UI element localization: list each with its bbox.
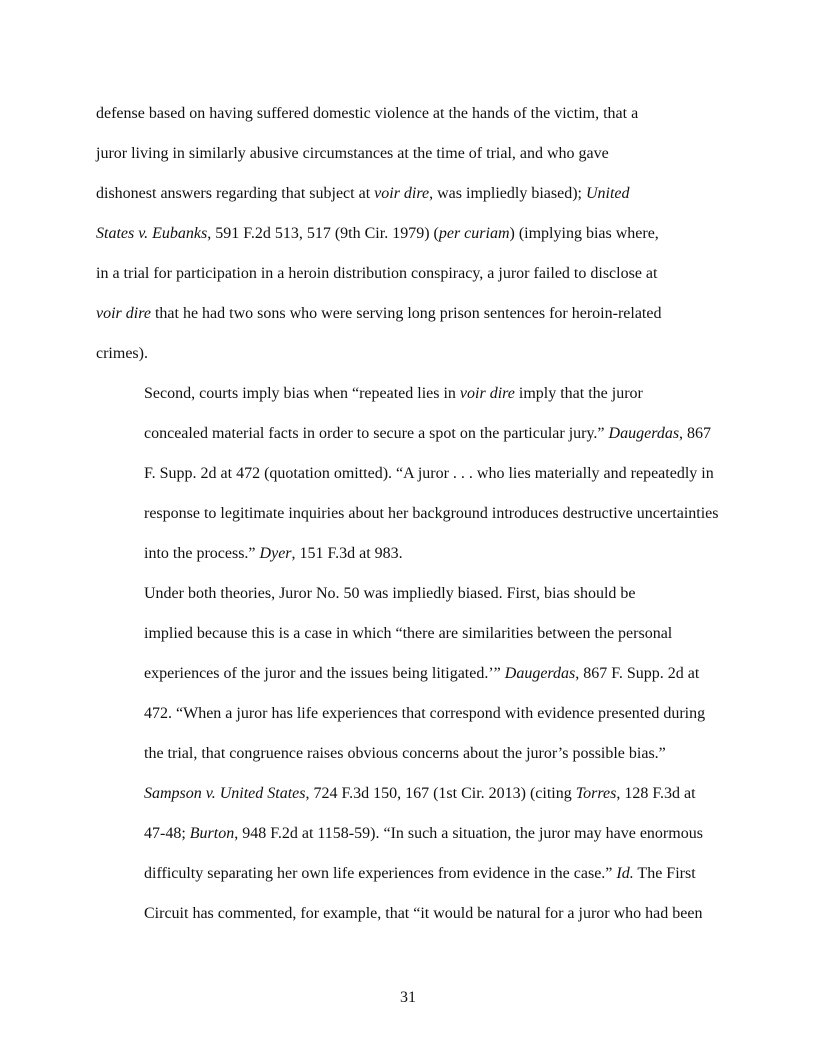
italic-text: Torres: [575, 785, 617, 802]
italic-text: voir dire: [374, 185, 430, 202]
page-number: 31: [400, 989, 416, 1006]
text-run: defense based on having suffered domestic violence at the hands of the victim, that a: [96, 105, 639, 122]
text-line: [96, 854, 724, 894]
text-line: [96, 814, 724, 854]
text-run: response to legitimate inquiries about her background introduces destructive uncertainties: [144, 505, 719, 522]
text-line: [96, 614, 724, 654]
text-line: [96, 454, 724, 494]
text-run: dishonest answers regarding that subject at: [96, 185, 375, 202]
text-line: [96, 334, 724, 374]
text-run: difficulty separating her own life experiences from evidence in the case.”: [144, 865, 617, 882]
paragraph: [96, 574, 724, 934]
text-run: experiences of the juror and the issues being litigated.’”: [144, 665, 505, 682]
text-line: [96, 294, 724, 334]
text-line: [96, 694, 724, 734]
text-run: concealed material facts in order to secure a spot on the particular jury.”: [144, 425, 609, 442]
text-line: [96, 414, 724, 454]
text-run: into the process.”: [144, 545, 260, 562]
text-run: , 724 F.3d 150, 167 (1st Cir. 2013) (citing: [305, 785, 576, 802]
text-line: [96, 374, 724, 414]
text-run: The First: [633, 865, 696, 882]
text-run: , 128 F.3d at: [616, 785, 696, 802]
text-run: , 151 F.3d at 983.: [291, 545, 403, 562]
text-run: , 867: [679, 425, 712, 442]
italic-text: Sampson v. United States: [144, 785, 306, 802]
text-run: imply that the juror: [514, 385, 643, 402]
text-line: [96, 654, 724, 694]
text-run: Under both theories, Juror No. 50 was impliedly biased. First, bias should be: [144, 585, 636, 602]
text-line: [96, 574, 724, 614]
text-run: juror living in similarly abusive circumstances at the time of trial, and who gave: [96, 145, 609, 162]
italic-text: Burton: [189, 825, 235, 842]
text-line: [96, 254, 724, 294]
paragraph: [96, 94, 724, 374]
text-run: 472. “When a juror has life experiences that correspond with evidence presented during: [144, 705, 706, 722]
text-line: [96, 774, 724, 814]
text-run: in a trial for participation in a heroin distribution conspiracy, a juror failed to disclose at: [96, 265, 658, 282]
text-line: [96, 894, 724, 934]
text-run: implied because this is a case in which “there are similarities between the personal: [144, 625, 673, 642]
paragraph: [96, 374, 724, 574]
text-run: , 591 F.2d 513, 517 (9th Cir. 1979) (: [207, 225, 439, 242]
text-run: ) (implying bias where,: [509, 225, 659, 242]
italic-text: Id.: [616, 865, 634, 882]
text-run: the trial, that congruence raises obvious concerns about the juror’s possible bias.”: [144, 745, 666, 762]
text-run: , 948 F.2d at 1158-59). “In such a situation, the juror may have enormous: [234, 825, 703, 842]
text-line: [96, 734, 724, 774]
text-run: Circuit has commented, for example, that “it would be natural for a juror who had been: [144, 905, 703, 922]
text-line: [96, 534, 724, 574]
italic-text: United: [585, 185, 630, 202]
text-run: Second, courts imply bias when “repeated lies in: [144, 385, 460, 402]
text-line: [96, 94, 724, 134]
italic-text: voir dire: [96, 305, 151, 322]
italic-text: Daugerdas: [608, 425, 680, 442]
text-run: crimes).: [96, 345, 148, 362]
page-body: [96, 94, 724, 934]
italic-text: Dyer: [259, 545, 292, 562]
italic-text: voir dire: [459, 385, 515, 402]
text-run: 47-48;: [144, 825, 190, 842]
text-run: F. Supp. 2d at 472 (quotation omitted). “A juror . . . who lies materially and repeatedly in: [144, 465, 714, 482]
text-line: [96, 494, 724, 534]
italic-text: Daugerdas: [504, 665, 576, 682]
italic-text: per curiam: [438, 225, 510, 242]
text-line: [96, 174, 724, 214]
text-run: that he had two sons who were serving long prison sentences for heroin-related: [150, 305, 662, 322]
text-line: [96, 214, 724, 254]
italic-text: States v. Eubanks: [96, 225, 208, 242]
text-run: , was impliedly biased);: [429, 185, 586, 202]
text-run: , 867 F. Supp. 2d at: [575, 665, 700, 682]
text-line: [96, 134, 724, 174]
